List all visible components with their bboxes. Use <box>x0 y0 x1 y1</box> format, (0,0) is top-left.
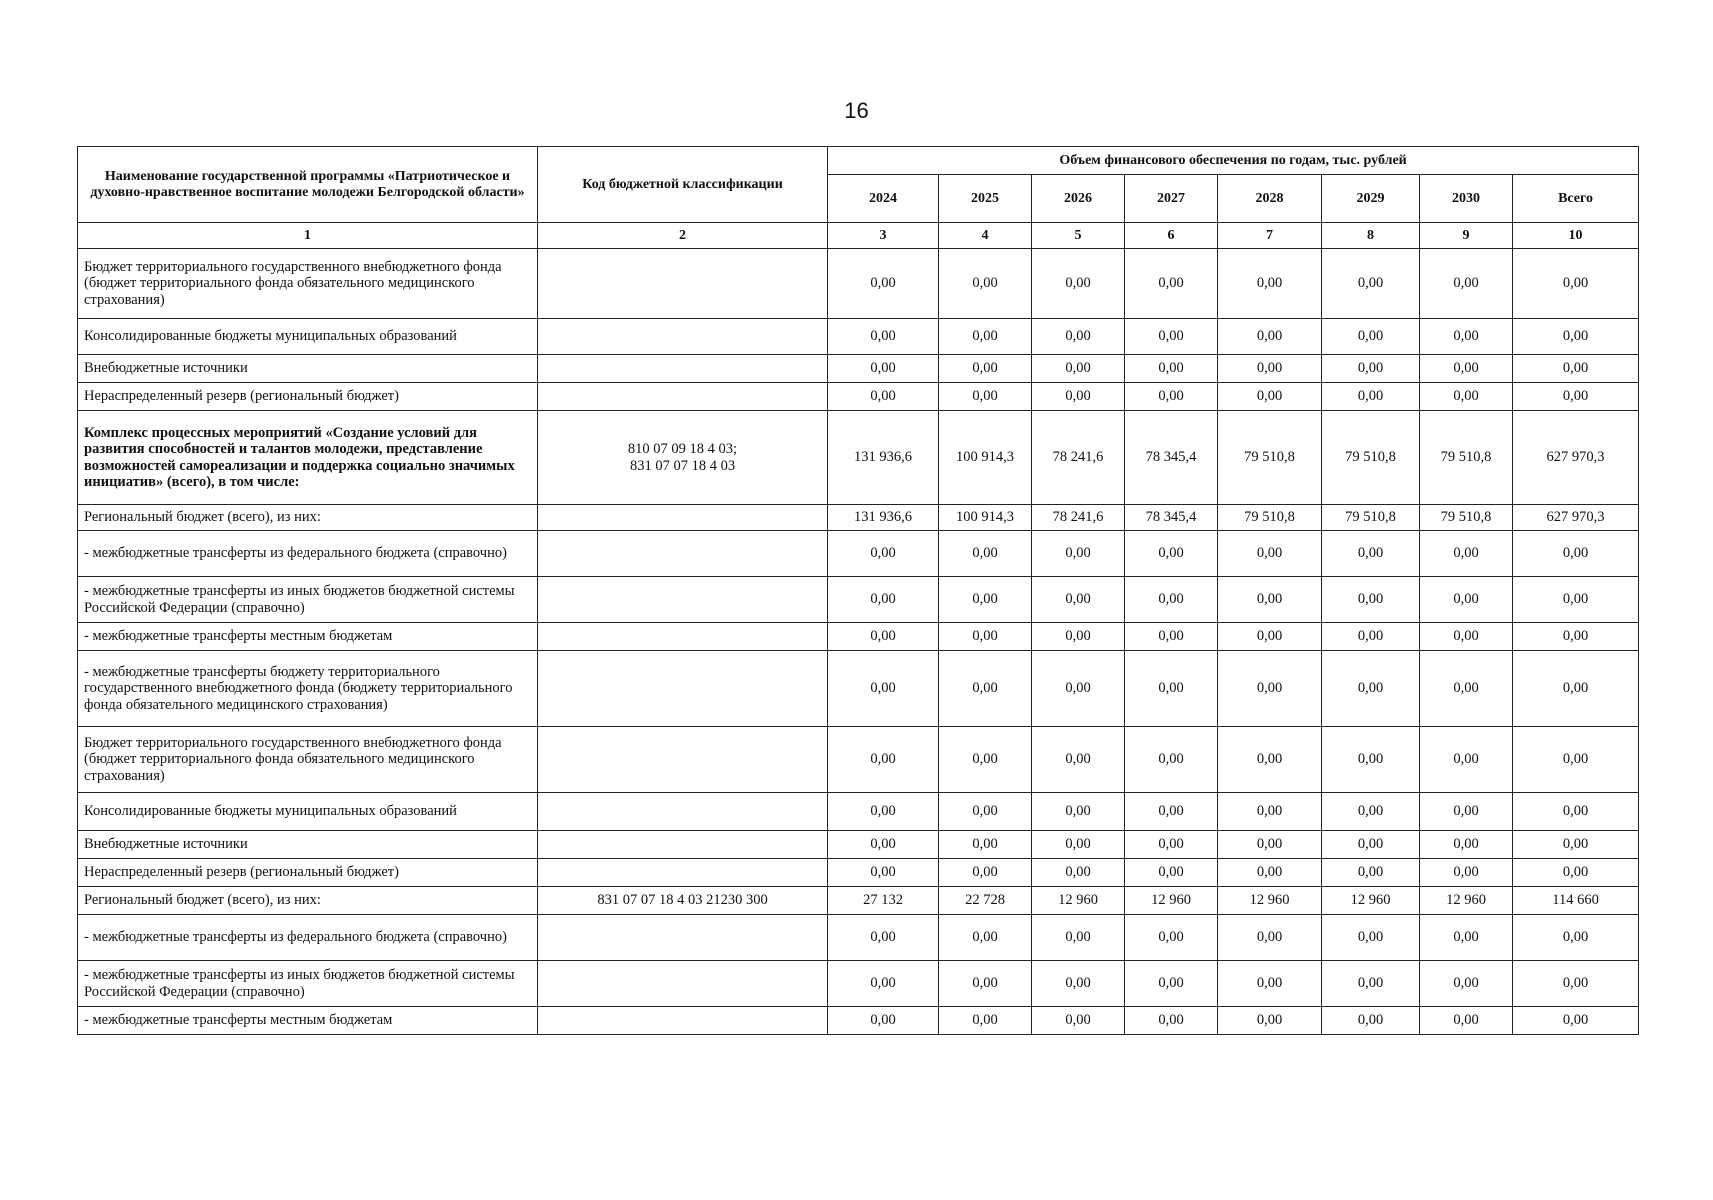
row-budget-code <box>538 319 828 355</box>
row-value-2030: 0,00 <box>1420 727 1513 793</box>
row-budget-code <box>538 577 828 623</box>
row-value-2026: 0,00 <box>1032 651 1125 727</box>
row-value-2024: 0,00 <box>828 531 939 577</box>
row-value-2030: 0,00 <box>1420 1007 1513 1035</box>
row-value-2028: 0,00 <box>1218 727 1322 793</box>
row-value-2029: 0,00 <box>1322 1007 1420 1035</box>
row-value-2026: 0,00 <box>1032 961 1125 1007</box>
row-value-2024: 0,00 <box>828 319 939 355</box>
row-value-2026: 0,00 <box>1032 727 1125 793</box>
row-value-2030: 0,00 <box>1420 831 1513 859</box>
row-value-2024: 0,00 <box>828 249 939 319</box>
row-value-2024: 131 936,6 <box>828 505 939 531</box>
column-index-5: 6 <box>1125 223 1218 249</box>
row-value-2025: 0,00 <box>939 831 1032 859</box>
row-value-2030: 0,00 <box>1420 383 1513 411</box>
row-value-2025: 0,00 <box>939 319 1032 355</box>
header-year-0: 2024 <box>828 175 939 223</box>
column-index-2: 3 <box>828 223 939 249</box>
header-year-7: Всего <box>1513 175 1639 223</box>
row-value-2027: 0,00 <box>1125 961 1218 1007</box>
header-year-4: 2028 <box>1218 175 1322 223</box>
header-year-1: 2025 <box>939 175 1032 223</box>
row-name: Комплекс процессных мероприятий «Создание условий для развития способностей и талантов молодежи, представление возможностей самореализации и поддержка социально значимых инициатив» (всего), в том числе: <box>78 411 538 505</box>
row-value-2028: 0,00 <box>1218 915 1322 961</box>
row-value-2028: 0,00 <box>1218 355 1322 383</box>
row-value-2029: 0,00 <box>1322 623 1420 651</box>
row-name: - межбюджетные трансферты из федерального бюджета (справочно) <box>78 531 538 577</box>
row-value-2028: 0,00 <box>1218 531 1322 577</box>
row-value-2025: 0,00 <box>939 961 1032 1007</box>
table-body <box>78 249 1639 1035</box>
row-value-2029: 0,00 <box>1322 651 1420 727</box>
row-value-2025: 0,00 <box>939 915 1032 961</box>
row-value-2027: 0,00 <box>1125 623 1218 651</box>
column-index-6: 7 <box>1218 223 1322 249</box>
table-row <box>78 915 1639 961</box>
row-value-Всего: 0,00 <box>1513 915 1639 961</box>
row-value-2024: 0,00 <box>828 831 939 859</box>
row-value-Всего: 0,00 <box>1513 651 1639 727</box>
row-value-2026: 0,00 <box>1032 623 1125 651</box>
row-value-2027: 0,00 <box>1125 1007 1218 1035</box>
row-name: Региональный бюджет (всего), из них: <box>78 505 538 531</box>
row-name: Внебюджетные источники <box>78 831 538 859</box>
row-value-2028: 0,00 <box>1218 249 1322 319</box>
row-value-2025: 0,00 <box>939 355 1032 383</box>
row-value-Всего: 0,00 <box>1513 249 1639 319</box>
row-value-2027: 0,00 <box>1125 859 1218 887</box>
row-budget-code <box>538 249 828 319</box>
row-value-Всего: 0,00 <box>1513 623 1639 651</box>
row-value-Всего: 0,00 <box>1513 859 1639 887</box>
row-value-2030: 79 510,8 <box>1420 411 1513 505</box>
row-value-2027: 0,00 <box>1125 383 1218 411</box>
row-value-2028: 0,00 <box>1218 831 1322 859</box>
table-row <box>78 961 1639 1007</box>
row-value-2028: 79 510,8 <box>1218 411 1322 505</box>
table-row <box>78 727 1639 793</box>
column-index-3: 4 <box>939 223 1032 249</box>
row-budget-code <box>538 651 828 727</box>
row-value-2025: 0,00 <box>939 651 1032 727</box>
row-value-2024: 0,00 <box>828 859 939 887</box>
row-value-2029: 0,00 <box>1322 915 1420 961</box>
row-value-2025: 0,00 <box>939 531 1032 577</box>
row-value-2024: 0,00 <box>828 793 939 831</box>
row-name: - межбюджетные трансферты из иных бюджетов бюджетной системы Российской Федерации (справочно) <box>78 577 538 623</box>
table-row <box>78 355 1639 383</box>
row-value-2025: 100 914,3 <box>939 411 1032 505</box>
row-value-2028: 0,00 <box>1218 623 1322 651</box>
row-name: Нераспределенный резерв (региональный бюджет) <box>78 383 538 411</box>
row-value-2028: 0,00 <box>1218 793 1322 831</box>
row-name: Нераспределенный резерв (региональный бюджет) <box>78 859 538 887</box>
row-value-2029: 0,00 <box>1322 859 1420 887</box>
row-budget-code <box>538 793 828 831</box>
table-row <box>78 887 1639 915</box>
row-value-2028: 0,00 <box>1218 1007 1322 1035</box>
table-row <box>78 623 1639 651</box>
row-value-2027: 0,00 <box>1125 915 1218 961</box>
row-name: - межбюджетные трансферты из иных бюджетов бюджетной системы Российской Федерации (справочно) <box>78 961 538 1007</box>
row-budget-code <box>538 961 828 1007</box>
row-value-2026: 0,00 <box>1032 577 1125 623</box>
row-value-2025: 0,00 <box>939 383 1032 411</box>
row-value-2027: 0,00 <box>1125 531 1218 577</box>
row-value-2025: 0,00 <box>939 249 1032 319</box>
row-value-Всего: 627 970,3 <box>1513 411 1639 505</box>
header-budget-code: Код бюджетной классификации <box>538 147 828 223</box>
row-name: Внебюджетные источники <box>78 355 538 383</box>
row-value-2027: 12 960 <box>1125 887 1218 915</box>
row-budget-code <box>538 859 828 887</box>
row-value-2030: 0,00 <box>1420 623 1513 651</box>
row-value-2024: 0,00 <box>828 961 939 1007</box>
row-value-2030: 0,00 <box>1420 859 1513 887</box>
row-value-Всего: 0,00 <box>1513 961 1639 1007</box>
row-value-2030: 0,00 <box>1420 531 1513 577</box>
row-name: Консолидированные бюджеты муниципальных образований <box>78 319 538 355</box>
header-program-name: Наименование государственной программы «Патриотическое и духовно-нравственное воспитание молодежи Белгородской области» <box>78 147 538 223</box>
row-value-2026: 0,00 <box>1032 831 1125 859</box>
row-value-2024: 0,00 <box>828 383 939 411</box>
row-value-2029: 0,00 <box>1322 383 1420 411</box>
row-value-2030: 79 510,8 <box>1420 505 1513 531</box>
table-header <box>78 147 1639 249</box>
row-value-2029: 79 510,8 <box>1322 411 1420 505</box>
column-index-1: 2 <box>538 223 828 249</box>
page-number: 16 <box>844 98 869 123</box>
row-value-2030: 0,00 <box>1420 319 1513 355</box>
row-value-2029: 0,00 <box>1322 355 1420 383</box>
row-value-2026: 0,00 <box>1032 249 1125 319</box>
row-value-2025: 100 914,3 <box>939 505 1032 531</box>
row-value-2024: 0,00 <box>828 1007 939 1035</box>
row-budget-code <box>538 355 828 383</box>
row-value-2026: 0,00 <box>1032 859 1125 887</box>
row-value-2026: 0,00 <box>1032 319 1125 355</box>
row-value-2028: 0,00 <box>1218 961 1322 1007</box>
column-index-9: 10 <box>1513 223 1639 249</box>
column-index-7: 8 <box>1322 223 1420 249</box>
row-value-2027: 0,00 <box>1125 319 1218 355</box>
row-value-2028: 0,00 <box>1218 651 1322 727</box>
header-funding-volume: Объем финансового обеспечения по годам, тыс. рублей <box>828 147 1639 175</box>
row-value-2027: 0,00 <box>1125 831 1218 859</box>
row-value-2026: 12 960 <box>1032 887 1125 915</box>
column-index-0: 1 <box>78 223 538 249</box>
row-value-2029: 79 510,8 <box>1322 505 1420 531</box>
table-row <box>78 859 1639 887</box>
row-budget-code <box>538 1007 828 1035</box>
row-value-2024: 0,00 <box>828 355 939 383</box>
row-value-2027: 0,00 <box>1125 727 1218 793</box>
row-value-2026: 78 241,6 <box>1032 505 1125 531</box>
funding-table <box>77 146 1639 1035</box>
row-name: Бюджет территориального государственного внебюджетного фонда (бюджет территориального фонда обязательного медицинского страхования) <box>78 727 538 793</box>
row-value-2026: 0,00 <box>1032 793 1125 831</box>
table-row <box>78 577 1639 623</box>
row-value-2028: 0,00 <box>1218 319 1322 355</box>
row-value-Всего: 0,00 <box>1513 319 1639 355</box>
row-value-Всего: 0,00 <box>1513 577 1639 623</box>
row-value-2029: 0,00 <box>1322 793 1420 831</box>
row-value-2029: 0,00 <box>1322 961 1420 1007</box>
row-value-2029: 0,00 <box>1322 577 1420 623</box>
row-value-Всего: 114 660 <box>1513 887 1639 915</box>
row-value-2025: 0,00 <box>939 577 1032 623</box>
table-row <box>78 1007 1639 1035</box>
row-name: - межбюджетные трансферты бюджету территориального государственного внебюджетного фонда (бюджету территориального фонда обязательного медицинского страхования) <box>78 651 538 727</box>
row-value-2029: 0,00 <box>1322 531 1420 577</box>
row-value-2027: 0,00 <box>1125 355 1218 383</box>
row-value-2028: 0,00 <box>1218 577 1322 623</box>
row-value-2030: 0,00 <box>1420 577 1513 623</box>
row-value-Всего: 0,00 <box>1513 831 1639 859</box>
row-value-2025: 0,00 <box>939 859 1032 887</box>
row-value-2027: 0,00 <box>1125 249 1218 319</box>
header-year-3: 2027 <box>1125 175 1218 223</box>
row-value-2025: 0,00 <box>939 1007 1032 1035</box>
row-value-2029: 0,00 <box>1322 249 1420 319</box>
row-name: - межбюджетные трансферты из федерального бюджета (справочно) <box>78 915 538 961</box>
table-row <box>78 249 1639 319</box>
column-index-4: 5 <box>1032 223 1125 249</box>
row-value-2026: 78 241,6 <box>1032 411 1125 505</box>
row-value-2026: 0,00 <box>1032 383 1125 411</box>
table-row <box>78 793 1639 831</box>
row-value-2030: 0,00 <box>1420 961 1513 1007</box>
row-value-2024: 0,00 <box>828 915 939 961</box>
table-row <box>78 505 1639 531</box>
row-value-2025: 0,00 <box>939 727 1032 793</box>
row-value-2024: 0,00 <box>828 623 939 651</box>
row-value-2026: 0,00 <box>1032 1007 1125 1035</box>
row-value-2030: 0,00 <box>1420 355 1513 383</box>
row-value-2027: 0,00 <box>1125 577 1218 623</box>
row-budget-code <box>538 505 828 531</box>
row-value-2027: 0,00 <box>1125 651 1218 727</box>
header-year-5: 2029 <box>1322 175 1420 223</box>
row-value-2028: 79 510,8 <box>1218 505 1322 531</box>
row-value-2024: 131 936,6 <box>828 411 939 505</box>
row-value-Всего: 0,00 <box>1513 793 1639 831</box>
table-row <box>78 411 1639 505</box>
row-value-Всего: 627 970,3 <box>1513 505 1639 531</box>
row-budget-code <box>538 727 828 793</box>
row-value-2029: 12 960 <box>1322 887 1420 915</box>
row-value-2025: 0,00 <box>939 793 1032 831</box>
row-value-2028: 12 960 <box>1218 887 1322 915</box>
column-index-8: 9 <box>1420 223 1513 249</box>
row-value-2026: 0,00 <box>1032 531 1125 577</box>
row-value-2025: 22 728 <box>939 887 1032 915</box>
table-row <box>78 831 1639 859</box>
row-value-2027: 78 345,4 <box>1125 411 1218 505</box>
table-row <box>78 531 1639 577</box>
row-value-2030: 0,00 <box>1420 793 1513 831</box>
row-name: Бюджет территориального государственного внебюджетного фонда (бюджет территориального фонда обязательного медицинского страхования) <box>78 249 538 319</box>
row-value-Всего: 0,00 <box>1513 1007 1639 1035</box>
row-value-2029: 0,00 <box>1322 319 1420 355</box>
header-index-row <box>78 223 1639 249</box>
row-name: Региональный бюджет (всего), из них: <box>78 887 538 915</box>
row-value-Всего: 0,00 <box>1513 727 1639 793</box>
row-value-2024: 0,00 <box>828 727 939 793</box>
row-value-2027: 78 345,4 <box>1125 505 1218 531</box>
table-row <box>78 383 1639 411</box>
header-year-2: 2026 <box>1032 175 1125 223</box>
row-value-2024: 27 132 <box>828 887 939 915</box>
row-value-2029: 0,00 <box>1322 831 1420 859</box>
row-name: Консолидированные бюджеты муниципальных образований <box>78 793 538 831</box>
row-value-2029: 0,00 <box>1322 727 1420 793</box>
row-budget-code <box>538 531 828 577</box>
header-year-6: 2030 <box>1420 175 1513 223</box>
row-budget-code <box>538 915 828 961</box>
row-value-2025: 0,00 <box>939 623 1032 651</box>
row-name: - межбюджетные трансферты местным бюджетам <box>78 623 538 651</box>
row-value-Всего: 0,00 <box>1513 355 1639 383</box>
row-budget-code <box>538 623 828 651</box>
row-value-2024: 0,00 <box>828 577 939 623</box>
row-budget-code: 831 07 07 18 4 03 21230 300 <box>538 887 828 915</box>
row-value-2026: 0,00 <box>1032 355 1125 383</box>
table-row <box>78 651 1639 727</box>
row-value-2030: 0,00 <box>1420 249 1513 319</box>
row-budget-code <box>538 831 828 859</box>
row-value-2026: 0,00 <box>1032 915 1125 961</box>
row-value-Всего: 0,00 <box>1513 531 1639 577</box>
row-value-2027: 0,00 <box>1125 793 1218 831</box>
row-value-2028: 0,00 <box>1218 383 1322 411</box>
row-value-2030: 0,00 <box>1420 915 1513 961</box>
row-value-2030: 12 960 <box>1420 887 1513 915</box>
row-value-2024: 0,00 <box>828 651 939 727</box>
row-value-2030: 0,00 <box>1420 651 1513 727</box>
table-row <box>78 319 1639 355</box>
row-name: - межбюджетные трансферты местным бюджетам <box>78 1007 538 1035</box>
row-budget-code: 810 07 09 18 4 03; 831 07 07 18 4 03 <box>538 411 828 505</box>
row-value-Всего: 0,00 <box>1513 383 1639 411</box>
row-value-2028: 0,00 <box>1218 859 1322 887</box>
row-budget-code <box>538 383 828 411</box>
